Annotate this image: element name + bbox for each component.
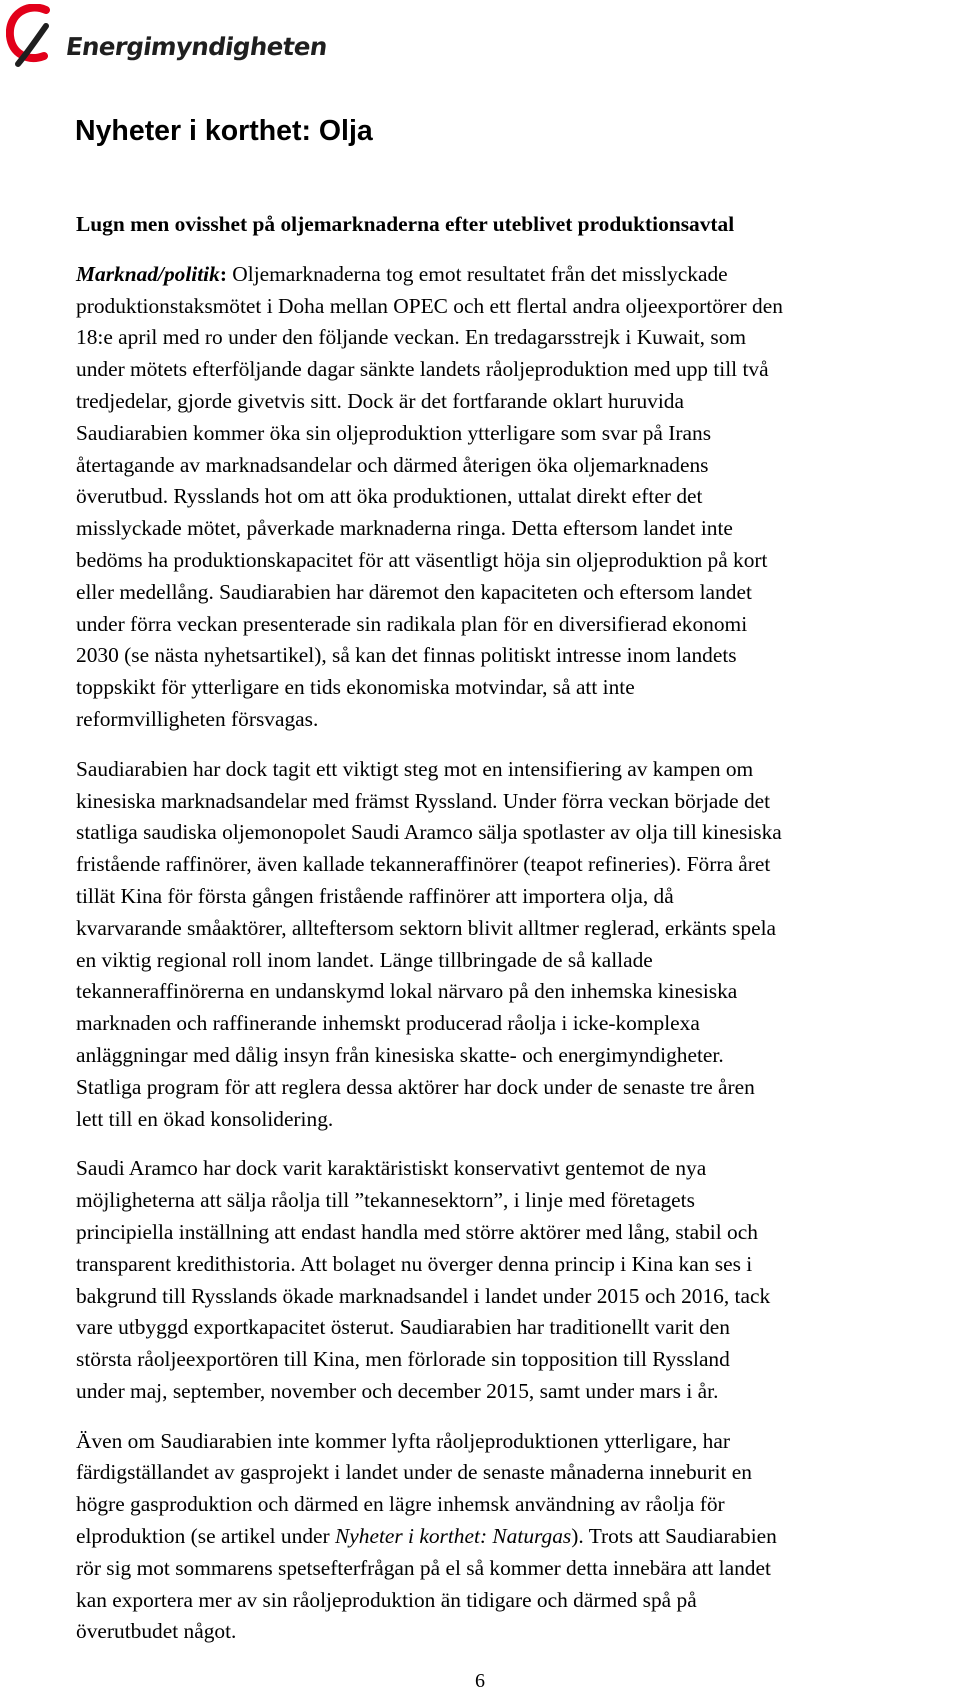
paragraph-2-line: Saudiarabien har dock tagit ett viktigt steg mot en intensifiering av kampen om [76, 756, 754, 781]
paragraph-4-line: Även om Saudiarabien inte kommer lyfta råoljeproduktionen ytterligare, har [76, 1428, 730, 1453]
paragraph-3-line: bakgrund till Rysslands ökade marknadsandel i landet under 2015 och 2016, tack [76, 1283, 771, 1308]
paragraph-2-line: tillät Kina för första gången fristående raffinörer att importera olja, då [76, 883, 674, 908]
paragraph-1-line: tredjedelar, gjorde givetvis sitt. Dock är det fortfarande oklart huruvida [76, 388, 684, 413]
paragraph-3-line: principiella inställning att endast handla med större aktörer med lång, stabil och [76, 1219, 758, 1244]
paragraph-4-line: färdigställandet av gasprojekt i landet under de senaste månaderna inneburit en [76, 1460, 752, 1485]
paragraph-2-line: anläggningar med dålig insyn från kinesiska skatte- och energimyndigheter. [76, 1042, 724, 1067]
paragraph-2-line: lett till en ökad konsolidering. [76, 1106, 334, 1131]
paragraph-1-line: under mötets efterföljande dagar sänkte landets råoljeproduktion med upp till två [76, 357, 769, 382]
paragraph-3-line: möjligheterna att sälja råolja till ”tekannesektorn”, i linje med företagets [76, 1188, 695, 1213]
paragraph-1-line: toppskikt för ytterligare en tids ekonomiska motvindar, så att inte [76, 675, 635, 700]
article-reference: Nyheter i korthet: Naturgas [335, 1524, 572, 1549]
paragraph-1-line: Marknad/politik: Oljemarknaderna tog emot resultatet från det misslyckade [76, 261, 728, 286]
paragraph-1-line: under förra veckan presenterade sin radikala plan för en diversifierad ekonomi [76, 611, 748, 636]
paragraph-1-line: överutbud. Rysslands hot om att öka produktionen, uttalat direkt efter det [76, 484, 703, 509]
paragraph-1-line: eller medellång. Saudiarabien har däremot den kapaciteten och eftersom landet [76, 579, 752, 604]
paragraph-1-line: reformvilligheten försvagas. [76, 706, 319, 731]
paragraph-2-line: marknaden och raffinerande inhemskt producerad råolja i icke-komplexa [76, 1011, 700, 1036]
energimyndigheten-logo [6, 4, 329, 68]
paragraph-2-line: kvarvarande småaktörer, allteftersom sektorn blivit alltmer reglerad, erkänts spela [76, 915, 776, 940]
paragraph-1-line: 18:e april med ro under den följande veckan. En tredagarsstrejk i Kuwait, som [76, 325, 747, 350]
paragraph-3-line: vare utbyggd exportkapacitet österut. Saudiarabien har traditionellt varit den [76, 1315, 730, 1340]
paragraph-1-line: produktionstaksmötet i Doha mellan OPEC och ett flertal andra oljeexportörer den [76, 293, 783, 318]
paragraph-1-line: 2030 (se nästa nyhetsartikel), så kan det finnas politiskt intresse inom landets [76, 643, 737, 668]
paragraph-4-line: kan exportera mer av sin råoljeproduktion än tidigare och därmed spå på [76, 1587, 697, 1612]
paragraph-4-line: högre gasproduktion och därmed en lägre inhemsk användning av råolja för [76, 1492, 725, 1517]
paragraph-2 [76, 754, 956, 1136]
paragraph-3-line: transparent kredithistoria. Att bolaget nu överger denna princip i Kina kan ses i [76, 1251, 753, 1276]
paragraph-1-line: återtagande av marknadsandelar och därmed återigen öka oljemarknadens [76, 452, 709, 477]
kicker-colon: : [219, 261, 227, 286]
article-heading: Lugn men ovisshet på oljemarknaderna efter uteblivet produktionsavtal [76, 212, 735, 236]
paragraph-2-line: Statliga program för att reglera dessa aktörer har dock under de senaste tre åren [76, 1074, 755, 1099]
paragraph-2-line: tekanneraffinörerna en undanskymd lokal närvaro på den inhemska kinesiska [76, 979, 738, 1004]
logo-text: Energimyndigheten [64, 32, 329, 61]
paragraph-4-line: elproduktion (se artikel under Nyheter i korthet: Naturgas). Trots att Saudiarabien [76, 1524, 777, 1549]
page-title: Nyheter i korthet: Olja [75, 115, 373, 147]
paragraph-2-line: kinesiska marknadsandelar med främst Ryssland. Under förra veckan började det [76, 788, 771, 813]
paragraph-1-line: Saudiarabien kommer öka sin oljeproduktion ytterligare som svar på Irans [76, 420, 712, 445]
page-number: 6 [475, 1670, 485, 1692]
paragraph-2-line: statliga saudiska oljemonopolet Saudi Aramco sälja spotlaster av olja till kinesiska [76, 820, 782, 845]
section-kicker: Marknad/politik [76, 261, 220, 286]
paragraph-1-line: misslyckade mötet, påverkade marknaderna ringa. Detta eftersom landet inte [76, 516, 733, 541]
paragraph-3-line: under maj, september, november och december 2015, samt under mars i år. [76, 1378, 719, 1403]
paragraph-2-line: fristående raffinörer, även kallade tekanneraffinörer (teapot refineries). Förra året [76, 852, 771, 877]
paragraph-2-line: en viktig regional roll inom landet. Länge tillbringade de så kallade [76, 947, 653, 972]
paragraph-3-line: största råoljeexportören till Kina, men förlorade sin topposition till Ryssland [76, 1347, 730, 1372]
paragraph-3 [76, 1153, 956, 1407]
paragraph-4-line: överutbudet något. [76, 1619, 237, 1644]
paragraph-4-line: rör sig mot sommarens spetsefterfrågan på el så kommer detta innebära att landet [76, 1555, 771, 1580]
logo-swoosh-icon [6, 4, 66, 68]
paragraph-1-line: bedöms ha produktionskapacitet för att väsentligt höja sin oljeproduktion på kort [76, 547, 768, 572]
article [76, 209, 956, 1666]
paragraph-3-line: Saudi Aramco har dock varit karaktäristiskt konservativt gentemot de nya [76, 1156, 707, 1181]
paragraph-4 [76, 1426, 956, 1649]
paragraph-1 [76, 259, 956, 736]
